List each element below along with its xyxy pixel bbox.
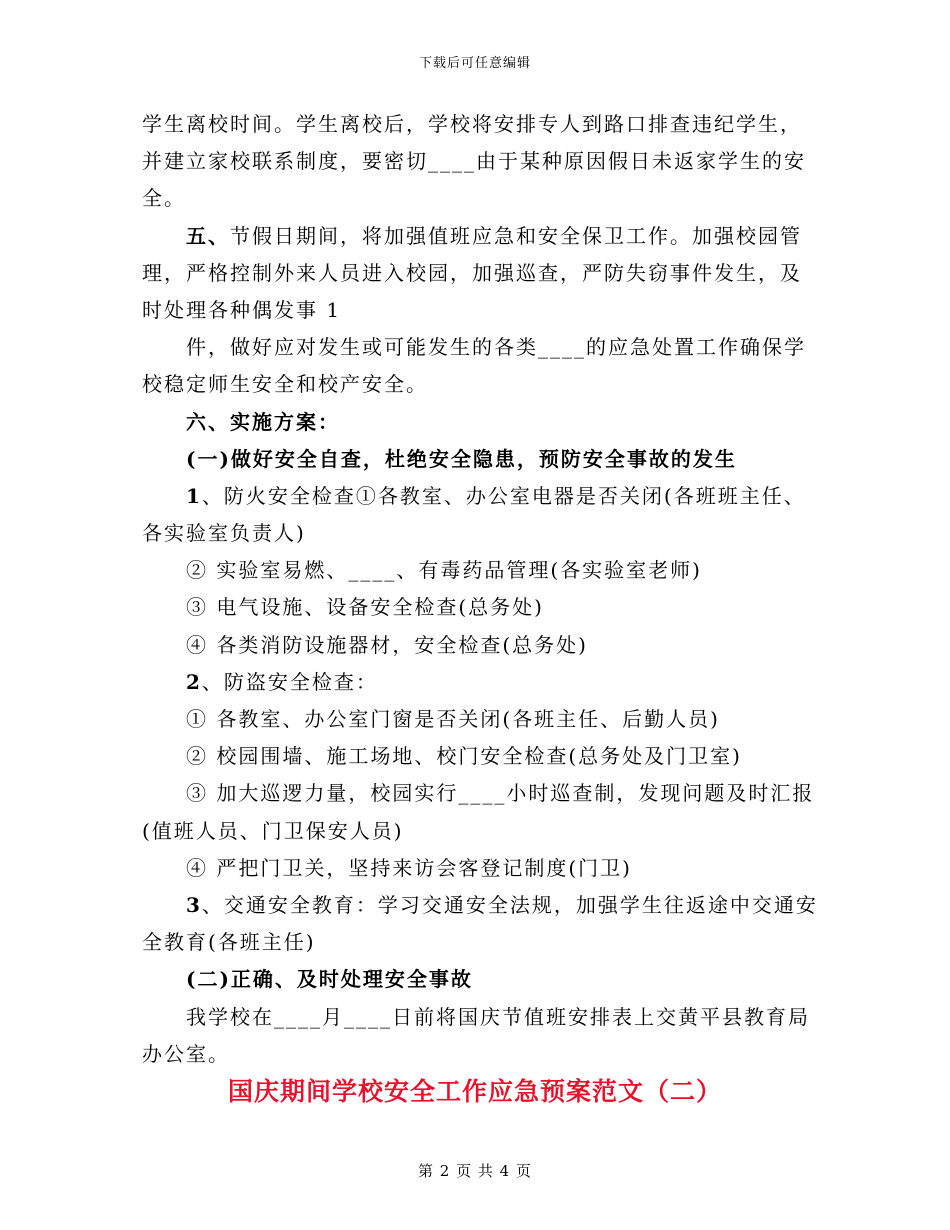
paragraph-line: 学生离校时间。学生离校后，学校将安排专人到路口排查违纪学生，: [142, 112, 802, 136]
list-item: ② 实验室易燃、____、有毒药品管理(各实验室老师): [186, 558, 702, 583]
list-item: ③ 加大巡逻力量，校园实行____小时巡查制，发现问题及时汇报: [186, 781, 815, 806]
page-header: 下载后可任意编辑: [418, 56, 531, 71]
paragraph-line: 件，做好应对发生或可能发生的各类____的应急处置工作确保学: [186, 335, 806, 360]
subsection-heading: (一)做好安全自查，杜绝安全隐患，预防安全事故的发生: [186, 446, 737, 471]
list-item: ③ 电气设施、设备安全检查(总务处): [186, 595, 544, 620]
paragraph-line: 办公室。: [142, 1041, 230, 1066]
document-body: [142, 106, 818, 1073]
list-item: ② 校园围墙、施工场地、校门安全检查(总务处及门卫室): [186, 744, 742, 769]
section-heading: 六、实施方案：: [186, 409, 340, 434]
list-item: ④ 各类消防设施器材，安全检查(总务处): [186, 632, 588, 657]
list-item: ① 各教室、办公室门窗是否关闭(各班主任、后勤人员): [186, 707, 720, 731]
paragraph-line: 1、防火安全检查①各教室、办公室电器是否关闭(各班班主任、: [186, 483, 806, 508]
paragraph-line: 全。: [142, 186, 186, 211]
section-title: 国庆期间学校安全工作应急预案范文（二）: [227, 1077, 722, 1106]
paragraph-line: 五、节假日期间，将加强值班应急和安全保卫工作。加强校园管: [186, 223, 802, 248]
paragraph-line: 各实验室负责人): [142, 521, 306, 546]
paragraph-line: 理，严格控制外来人员进入校园，加强巡查，严防失窃事件发生，及: [142, 260, 802, 285]
paragraph-line: 3、交通安全教育：学习交通安全法规，加强学生往返途中交通安: [186, 892, 818, 917]
paragraph-line: 我学校在____月____日前将国庆节值班安排表上交黄平县教育局: [186, 1004, 810, 1029]
subsection-heading: (二)正确、及时处理安全事故: [186, 967, 473, 992]
paragraph-line: 校稳定师生安全和校产安全。: [142, 372, 428, 397]
page-number: 第 2 页 共 4 页: [418, 1162, 532, 1180]
paragraph-line: 全教育(各班主任): [142, 930, 316, 955]
paragraph-line: 时处理各种偶发事 1: [142, 297, 342, 322]
paragraph-line: (值班人员、门卫保安人员): [142, 818, 404, 843]
paragraph-line: 并建立家校联系制度，要密切____由于某种原因假日未返家学生的安: [142, 149, 806, 174]
list-item: ④ 严把门卫关，坚持来访会客登记制度(门卫): [186, 855, 632, 880]
paragraph-line: 2、防盗安全检查：: [186, 669, 378, 694]
